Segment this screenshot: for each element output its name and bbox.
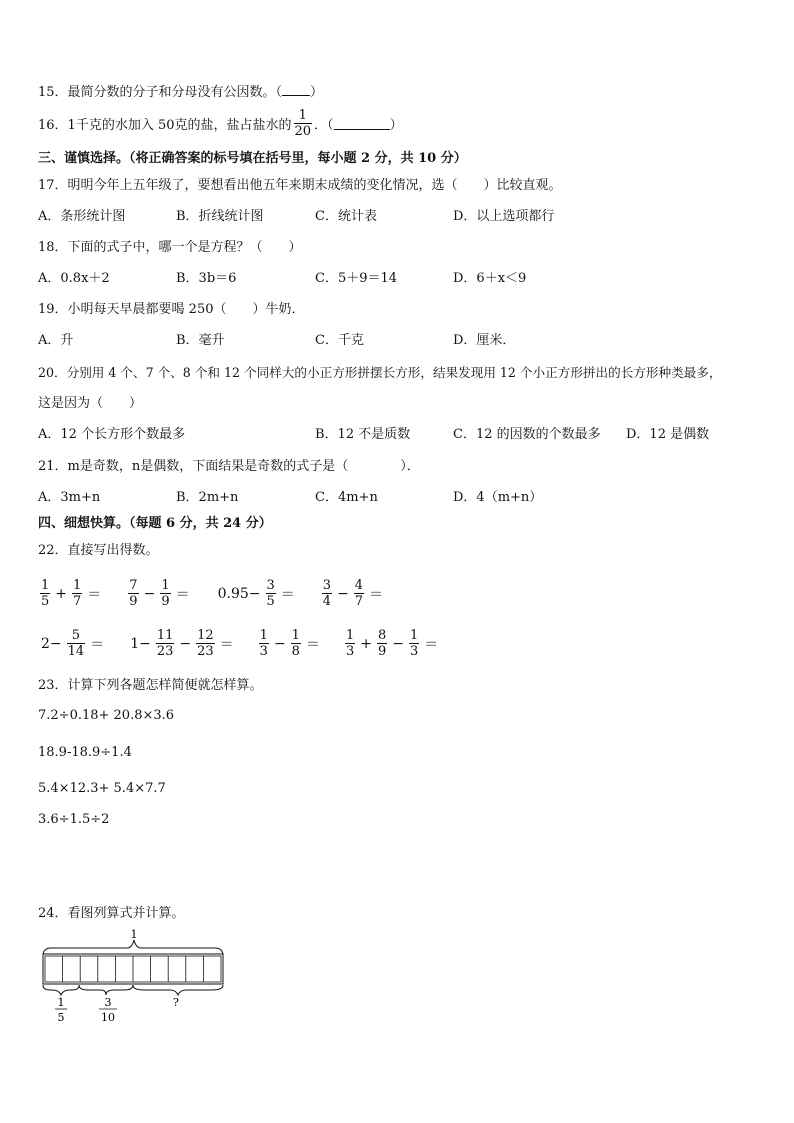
q24-part2-denominator: 10 bbox=[101, 1011, 115, 1024]
q22-expression-row2-3 bbox=[257, 628, 323, 659]
q22-operator: ＝ bbox=[90, 636, 105, 653]
q21-option-b[interactable]: B．2m+n bbox=[176, 490, 239, 505]
q19-option-a[interactable]: A．升 bbox=[38, 333, 74, 348]
q22-fraction-denominator: 8 bbox=[291, 644, 300, 659]
q22-operator: + bbox=[55, 585, 68, 602]
q17-option-b[interactable]: B．折线统计图 bbox=[176, 209, 264, 224]
q22-fraction bbox=[354, 578, 364, 609]
q22-fraction-numerator: 1 bbox=[259, 628, 268, 643]
section-4-title: 四、细想快算。（每题 6 分，共 24 分） bbox=[38, 516, 272, 531]
q22-fraction-numerator: 4 bbox=[354, 578, 364, 593]
q22-fraction-denominator: 3 bbox=[345, 644, 355, 659]
q24-part2-numerator: 3 bbox=[104, 996, 112, 1009]
section-3-title: 三、谨慎选择。（将正确答案的标号填在括号里，每小题 2 分，共 10 分） bbox=[38, 151, 467, 166]
question-15 bbox=[38, 83, 323, 101]
q22-operator: − bbox=[392, 635, 404, 652]
q21-stem: 21．m是奇数，n是偶数，下面结果是奇数的式子是（ ）． bbox=[38, 459, 420, 474]
q22-fraction bbox=[40, 578, 50, 609]
q22-fraction-denominator: 3 bbox=[409, 644, 419, 659]
q22-fraction-numerator: 1 bbox=[73, 578, 82, 593]
q22-operator: 2− bbox=[41, 635, 62, 652]
q20-option-c[interactable]: C．12 的因数的个数最多 bbox=[453, 427, 601, 442]
q24-stem: 24．看图列算式并计算。 bbox=[38, 906, 185, 921]
q22-fraction-numerator: 1 bbox=[409, 628, 419, 643]
q22-fraction-denominator: 23 bbox=[156, 644, 174, 659]
q22-fraction-denominator: 7 bbox=[354, 594, 364, 609]
q22-fraction-denominator: 3 bbox=[259, 644, 268, 659]
q22-operator: ＝ bbox=[424, 636, 439, 653]
q22-fraction-numerator: 5 bbox=[71, 628, 81, 643]
q22-fraction bbox=[160, 578, 170, 609]
q20-option-b[interactable]: B．12 不是质数 bbox=[315, 427, 411, 442]
q16-fraction-numerator: 1 bbox=[298, 108, 307, 123]
q22-operator: ＝ bbox=[280, 586, 295, 603]
q22-fraction-numerator: 11 bbox=[156, 628, 174, 643]
q16-close: ） bbox=[389, 118, 403, 133]
q22-fraction bbox=[266, 578, 276, 609]
q22-fraction bbox=[291, 628, 301, 659]
q20-stem-line1: 20．分别用 4 个、7 个、8 个和 12 个同样大的小正方形拼摆长方形，结果发现用 12 个小正方形拼出的长方形种类最多， bbox=[38, 365, 722, 380]
q23-stem: 23．计算下列各题怎样简便就怎样算。 bbox=[38, 678, 263, 693]
question-16 bbox=[38, 108, 403, 139]
q22-fraction bbox=[156, 628, 175, 659]
q22-fraction-denominator: 9 bbox=[161, 594, 170, 609]
q22-fraction-numerator: 1 bbox=[291, 628, 300, 643]
q22-fraction bbox=[72, 578, 82, 609]
q22-fraction bbox=[322, 578, 332, 609]
q18-option-c[interactable]: C．5＋9＝14 bbox=[315, 271, 398, 286]
q22-fraction bbox=[259, 628, 269, 659]
q22-operator: − bbox=[337, 585, 349, 602]
q20-option-a[interactable]: A．12 个长方形个数最多 bbox=[38, 427, 186, 442]
q23-item-3: 5.4×12.3+ 5.4×7.7 bbox=[38, 781, 166, 796]
q22-expression-row2-4 bbox=[343, 628, 441, 659]
q17-option-c[interactable]: C．统计表 bbox=[315, 209, 377, 224]
q19-stem: 19．小明每天早晨都要喝 250（ ）牛奶． bbox=[38, 302, 305, 317]
q22-operator: ＝ bbox=[87, 586, 102, 603]
q22-fraction-denominator: 23 bbox=[197, 644, 214, 659]
q22-expression-row1-2 bbox=[126, 578, 192, 609]
q22-fraction bbox=[196, 628, 215, 659]
q22-operator: ＝ bbox=[305, 636, 320, 653]
q22-fraction-denominator: 5 bbox=[41, 594, 50, 609]
q23-item-2: 18.9-18.9÷1.4 bbox=[38, 745, 132, 760]
q22-fraction-numerator: 1 bbox=[41, 578, 50, 593]
q15-text: 15．最简分数的分子和分母没有公因数。（ bbox=[38, 85, 283, 100]
q17-option-d[interactable]: D．以上选项都行 bbox=[453, 209, 555, 224]
q22-operator: 1− bbox=[130, 635, 151, 652]
q22-fraction-numerator: 3 bbox=[322, 578, 332, 593]
q22-fraction-denominator: 14 bbox=[67, 644, 85, 659]
q22-fraction bbox=[67, 628, 86, 659]
q22-fraction-denominator: 7 bbox=[73, 594, 82, 609]
q22-fraction-denominator: 5 bbox=[266, 594, 275, 609]
q18-stem: 18．下面的式子中，哪一个是方程？（ ） bbox=[38, 240, 302, 255]
q21-option-a[interactable]: A．3m+n bbox=[38, 490, 101, 505]
q20-stem-line2: 这是因为（ ） bbox=[38, 396, 143, 411]
q22-fraction-numerator: 3 bbox=[266, 578, 275, 593]
q22-fraction-numerator: 1 bbox=[345, 628, 355, 643]
q16-fraction bbox=[294, 108, 313, 139]
q24-brace-unknown bbox=[133, 985, 223, 995]
q22-expression-row2-1 bbox=[38, 628, 107, 659]
q23-item-4: 3.6÷1.5÷2 bbox=[38, 812, 110, 827]
q22-fraction-denominator: 9 bbox=[377, 644, 387, 659]
q24-brace-part-2 bbox=[79, 985, 133, 995]
q16-answer-blank[interactable] bbox=[334, 117, 390, 130]
q24-brace-part-1 bbox=[43, 985, 79, 995]
q22-stem: 22．直接写出得数。 bbox=[38, 543, 159, 558]
q22-fraction-numerator: 8 bbox=[377, 628, 387, 643]
q22-operator: ＝ bbox=[175, 586, 190, 603]
q18-option-a[interactable]: A．0.8x＋2 bbox=[38, 271, 110, 286]
q22-operator: ＝ bbox=[369, 586, 384, 603]
q18-option-d[interactable]: D．6＋x＜9 bbox=[453, 271, 527, 286]
q16-fraction-denominator: 20 bbox=[294, 124, 312, 139]
q20-option-d[interactable]: D．12 是偶数 bbox=[626, 427, 710, 442]
q22-fraction-numerator: 12 bbox=[197, 628, 214, 643]
q22-fraction bbox=[409, 628, 419, 659]
q19-option-c[interactable]: C．千克 bbox=[315, 333, 364, 348]
q22-fraction-denominator: 4 bbox=[322, 594, 332, 609]
q21-option-c[interactable]: C．4m+n bbox=[315, 490, 378, 505]
q22-expression-row1-3 bbox=[215, 578, 298, 609]
q22-expression-row2-2 bbox=[127, 628, 236, 659]
q24-unknown-label: ? bbox=[173, 996, 179, 1009]
q22-fraction bbox=[128, 578, 138, 609]
q24-diagram bbox=[34, 928, 234, 1030]
q22-expression-row1-4 bbox=[320, 578, 386, 609]
q19-option-b[interactable]: B．毫升 bbox=[176, 333, 225, 348]
q16-post: ．（ bbox=[314, 118, 334, 133]
q23-item-1: 7.2÷0.18+ 20.8×3.6 bbox=[38, 708, 175, 723]
q22-row-1 bbox=[38, 578, 386, 609]
q22-fraction bbox=[377, 628, 387, 659]
q22-operator: ＝ bbox=[219, 636, 234, 653]
q22-operator: − bbox=[179, 635, 192, 652]
q17-option-a[interactable]: A．条形统计图 bbox=[38, 209, 126, 224]
q22-operator: − bbox=[273, 635, 286, 652]
q22-fraction-denominator: 9 bbox=[129, 594, 138, 609]
q24-part1-denominator: 5 bbox=[57, 1011, 65, 1024]
q22-fraction-numerator: 7 bbox=[129, 578, 138, 593]
q19-option-d[interactable]: D．厘米． bbox=[453, 333, 516, 348]
q16-pre: 16．1千克的水加入 50克的盐，盐占盐水的 bbox=[38, 118, 292, 133]
q22-fraction-numerator: 1 bbox=[161, 578, 170, 593]
q22-operator: + bbox=[360, 635, 372, 652]
q17-stem: 17．明明今年上五年级了，要想看出他五年来期末成绩的变化情况，选（ ）比较直观。 bbox=[38, 178, 562, 193]
q22-operator: 0.95− bbox=[217, 585, 261, 602]
q15-close: ） bbox=[310, 85, 324, 100]
q24-total-label: 1 bbox=[130, 928, 138, 941]
q18-option-b[interactable]: B．3b＝6 bbox=[176, 271, 237, 286]
q21-option-d[interactable]: D．4（m+n） bbox=[453, 490, 543, 505]
q15-answer-blank[interactable] bbox=[282, 83, 310, 96]
q22-expression-row1-1 bbox=[38, 578, 104, 609]
q22-fraction bbox=[345, 628, 355, 659]
q22-operator: − bbox=[143, 585, 156, 602]
q24-part1-numerator: 1 bbox=[57, 996, 65, 1009]
q22-row-2 bbox=[38, 628, 441, 659]
